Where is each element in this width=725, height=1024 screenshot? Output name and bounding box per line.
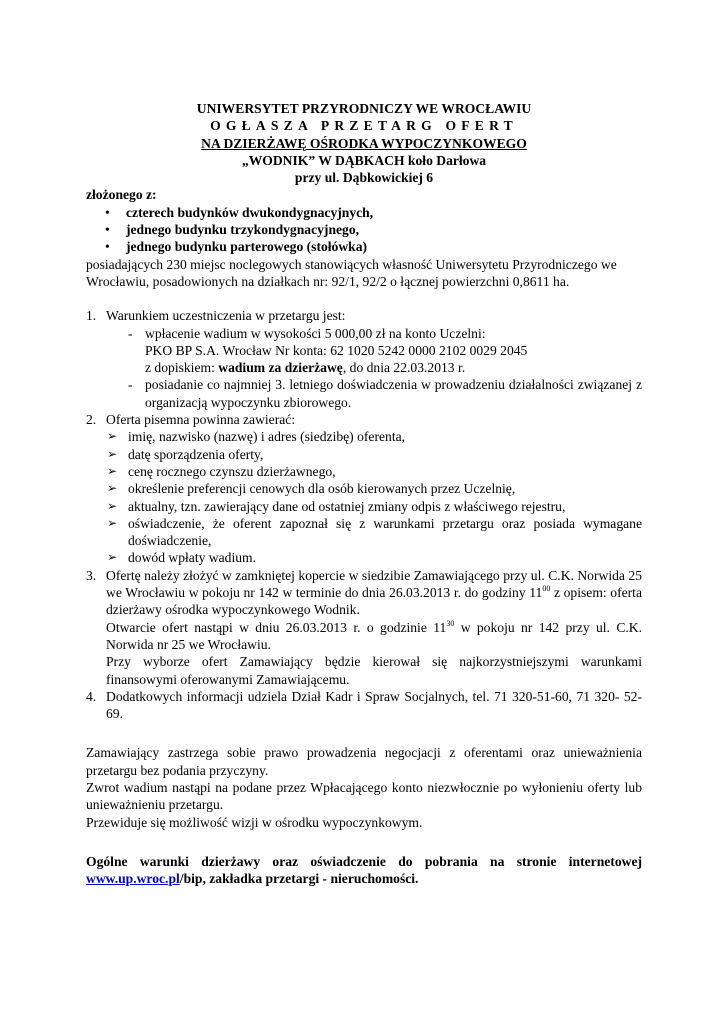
section-1-title: Warunkiem uczestniczenia w przetargu jest:	[106, 308, 346, 324]
section-number: 4.	[86, 688, 97, 704]
header-university: UNIWERSYTET PRZYRODNICZY WE WROCŁAWIU	[196, 101, 532, 116]
list-item: • jednego budynku parterowego (stołówka)	[105, 239, 368, 255]
contact-info: Dodatkowych informacji udziela Dział Kadr i Spraw Socjalnych, tel. 71 320-51-60, 71 320- 52-69.	[106, 688, 642, 722]
list-item: • czterech budynków dwukondygnacyjnych,	[105, 204, 374, 220]
composition-description: posiadających 230 miejsc noclegowych stanowiących własność Uniwersytetu Przyrodniczego we Wrocławiu, posadowionych na działkach nr: 92/1, 92/2 o łącznej powierzchni 0,8611 ha.	[86, 256, 617, 289]
closing-visit: Przewiduje się możliwość wizji w ośrodku wypoczynkowym.	[86, 814, 423, 830]
section-2-title: Oferta pisemna powinna zawierać:	[106, 412, 296, 428]
arrow-bullet-icon: ➢	[107, 481, 118, 496]
website-link[interactable]: www.up.wroc.pl	[86, 871, 180, 887]
closing-refund: Zwrot wadium nastąpi na podane przez Wpłacającego konto niezwłocznie po wyłonieniu oferty lub unieważnieniu przetargu.	[86, 779, 642, 813]
list-item: ➢ aktualny, tzn. zawierający dane od ostatniej zmiany odpis z właściwego rejestru,	[107, 498, 566, 514]
list-item: ➢ oświadczenie, że oferent zapoznał się z warunkami przetargu oraz posiada wymagane doświadczenie,	[107, 515, 642, 549]
document-page	[86, 100, 642, 887]
section-4	[86, 688, 642, 723]
header-subject: NA DZIERŻAWĘ OŚRODKA WYPOCZYNKOWEGO	[201, 135, 527, 151]
header-address: przy ul. Dąbkowickiej 6	[294, 170, 434, 186]
deposit-line-1: wpłacenie wadium w wysokości 5 000,00 zł na konto Uczelni:	[145, 325, 486, 341]
list-item: ➢ dowód wpłaty wadium.	[107, 550, 256, 566]
list-item: ➢ imię, nazwisko (nazwę) i adres (siedzibę) oferenta,	[107, 429, 406, 445]
condition-experience	[86, 376, 642, 411]
dash-icon: -	[128, 377, 133, 393]
footer-note: Ogólne warunki dzierżawy oraz oświadczenie do pobrania na stronie internetowej www.up.wroc.pl/bip, zakładka przetargi - nieruchomości.	[86, 853, 642, 887]
experience-text: posiadanie co najmniej 3. letniego doświadczenia w prowadzeniu działalności związanej z organizacją wypoczynku zbiorowego.	[145, 377, 642, 410]
section-number: 3.	[86, 567, 97, 583]
opening-info: Otwarcie ofert nastąpi w dniu 26.03.2013 r. o godzinie $11^{30}$ w pokoju nr 142 przy ul. C.K. Norwida nr 25 we Wrocławiu.	[106, 618, 643, 652]
list-item: • jednego budynku trzykondygnacyjnego,	[105, 222, 360, 238]
list-item: ➢ cenę rocznego czynszu dzierżawnego,	[107, 463, 336, 479]
header-announcement: OGŁASZA PRZETARG OFERT	[210, 118, 518, 134]
closing-reservation: Zamawiający zastrzega sobie prawo prowadzenia negocjacji z oferentami oraz unieważnienia przetargu bez podania przyczyny.	[86, 745, 642, 778]
section-3	[86, 567, 642, 688]
list-item: ➢ określenie preferencji cenowych dla osób kierowanych przez Uczelnię,	[107, 481, 516, 497]
list-item: ➢ datę sporządzenia oferty,	[107, 446, 264, 462]
deposit-note: z dopiskiem: wadium za dzierżawę, do dnia 22.03.2013 r.	[145, 360, 466, 376]
arrow-bullet-icon: ➢	[107, 463, 118, 478]
submission-info: Ofertę należy złożyć w zamkniętej kopercie w siedzibie Zamawiającego przy ul. C.K. Norwida 25 we Wrocławiu w pokoju nr 142 w terminie do dnia 26.03.2013 r. do godziny $11^{00}$ z opisem: oferta dzierżawy ośrodka wypoczynkowego Wodnik.	[106, 567, 642, 618]
arrow-bullet-icon: ➢	[107, 515, 118, 530]
section-number: 1.	[86, 308, 97, 324]
composition-label: złożonego z:	[86, 187, 157, 203]
bullet-icon: •	[105, 204, 110, 220]
section-number: 2.	[86, 412, 97, 428]
dash-icon: -	[128, 325, 133, 341]
arrow-bullet-icon: ➢	[107, 446, 118, 461]
arrow-bullet-icon: ➢	[107, 550, 118, 565]
arrow-bullet-icon: ➢	[107, 498, 118, 513]
bank-account: PKO BP S.A. Wrocław Nr konta: 62 1020 5242 0000 2102 0029 2045	[145, 342, 528, 358]
document-header	[86, 100, 642, 186]
bullet-icon: •	[105, 222, 110, 238]
arrow-bullet-icon: ➢	[107, 429, 118, 444]
bullet-icon: •	[105, 239, 110, 255]
composition-list	[86, 204, 642, 256]
section-2	[86, 411, 642, 428]
header-facility: „WODNIK” W DĄBKACH koło Darłowa	[241, 152, 487, 168]
selection-info: Przy wyborze ofert Zamawiający będzie kierował się najkorzystniejszymi warunkami finansowymi oferowanymi Zamawiającemu.	[106, 654, 642, 687]
section-1	[86, 307, 642, 324]
condition-deposit	[86, 325, 642, 377]
